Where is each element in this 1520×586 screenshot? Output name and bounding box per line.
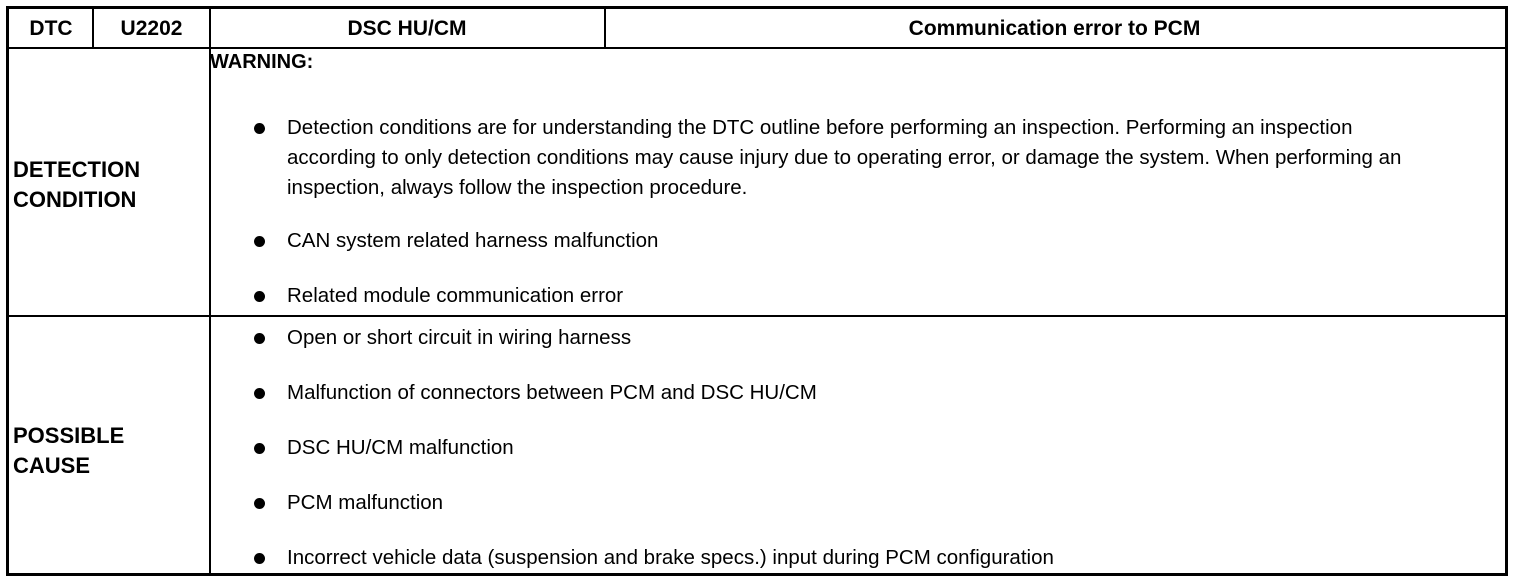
list-item-text: Incorrect vehicle data (suspension and brake specs.) input during PCM configuration xyxy=(287,546,1054,569)
header-divider xyxy=(604,9,606,48)
list-item-text: PCM malfunction xyxy=(287,491,444,514)
list-item xyxy=(244,378,1447,408)
column-divider xyxy=(209,9,211,576)
bullet-icon xyxy=(254,498,265,509)
list-item-text: DSC HU/CM malfunction xyxy=(287,436,514,459)
list-item-text: Malfunction of connectors between PCM and DSC HU/CM xyxy=(287,381,817,404)
section-row-divider xyxy=(9,315,1505,317)
list-item-text: Open or short circuit in wiring harness xyxy=(287,326,632,349)
header-dtc-code: U2202 xyxy=(120,16,183,40)
bullet-icon xyxy=(254,291,265,302)
bullet-icon xyxy=(254,123,265,134)
bullet-icon xyxy=(254,553,265,564)
list-item xyxy=(244,433,1447,463)
list-item-text: Related module communication error xyxy=(287,284,624,307)
list-item xyxy=(244,113,1447,203)
detection-condition-label: DETECTION CONDITION xyxy=(13,157,141,212)
list-item xyxy=(244,543,1447,573)
bullet-icon xyxy=(254,333,265,344)
list-item xyxy=(244,226,1447,256)
list-item xyxy=(244,488,1447,518)
warning-label: WARNING: xyxy=(210,51,314,73)
header-description: Communication error to PCM xyxy=(908,16,1201,40)
bullet-icon xyxy=(254,443,265,454)
list-item xyxy=(244,323,1447,353)
bullet-icon xyxy=(254,388,265,399)
list-item xyxy=(244,281,1447,311)
bullet-icon xyxy=(254,236,265,247)
possible-cause-label: POSSIBLE CAUSE xyxy=(13,423,125,478)
list-item-text: Detection conditions are for understanding the DTC outline before performing an inspection. Performing an inspection according to only detection conditions may cause injury due to operating error, or damage the system. When performing an inspection, always follow the inspection procedure. xyxy=(287,116,1402,199)
header-dtc-label: DTC xyxy=(29,16,73,40)
header-row-divider xyxy=(9,47,1505,49)
header-divider xyxy=(92,9,94,48)
list-item-text: CAN system related harness malfunction xyxy=(287,229,659,252)
header-module: DSC HU/CM xyxy=(347,16,467,40)
